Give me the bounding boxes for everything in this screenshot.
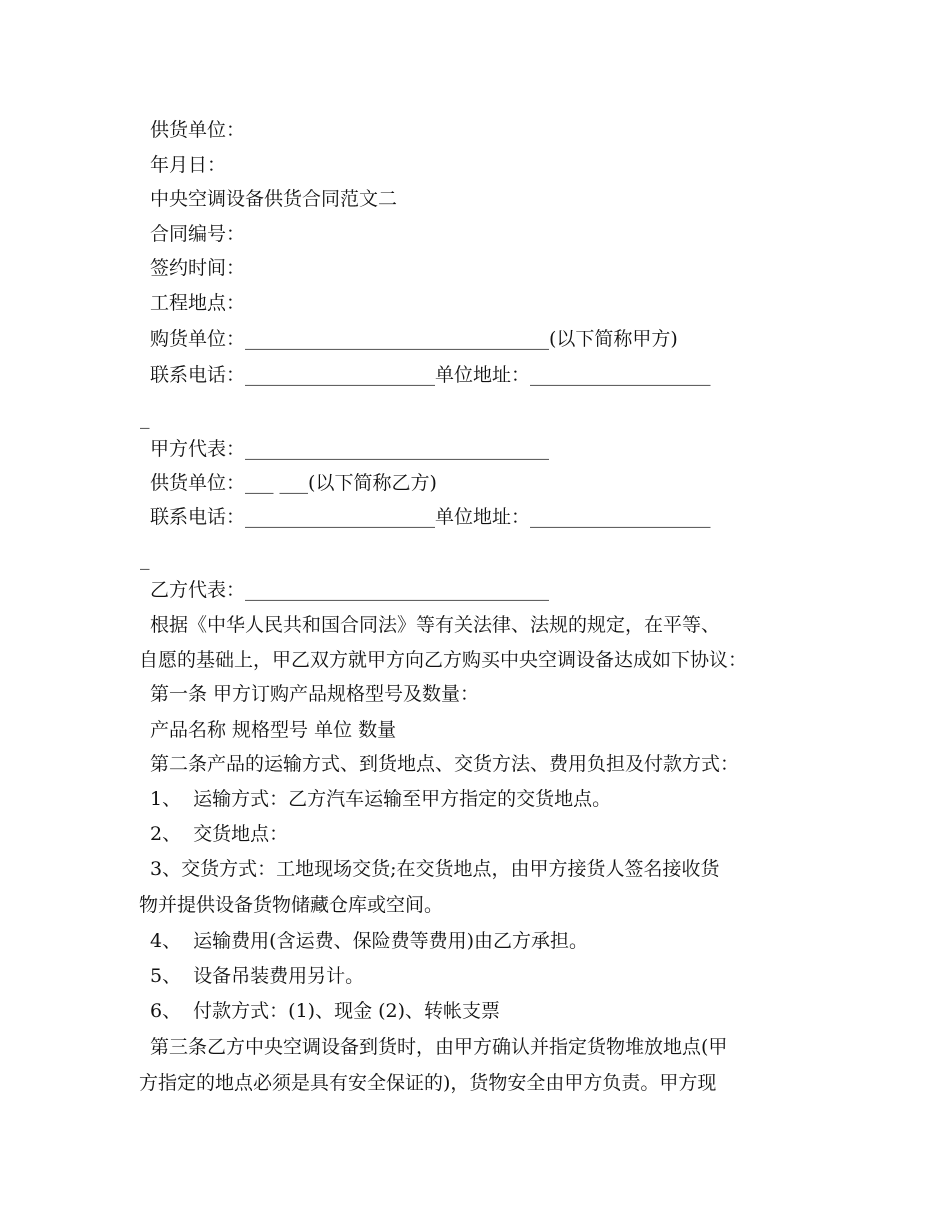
preamble-line-1: 根据《中华人民共和国合同法》等有关法律、法规的规定，在平等、 [150,614,721,636]
article-2-item-2: 2、 交货地点： [150,823,289,845]
party-b-contact-line: 联系电话：____________________单位地址：___________________ [150,506,711,528]
contract-number-label: 合同编号： [150,223,246,245]
party-a-contact-line: 联系电话：____________________单位地址：___________________ [150,364,711,386]
buyer-line: 购货单位：________________________________(以下简称甲方) [150,328,678,350]
article-1-heading: 第一条 甲方订购产品规格型号及数量： [150,683,480,705]
preamble-line-2: 自愿的基础上，甲乙双方就甲方向乙方购买中央空调设备达成如下协议： [139,649,748,671]
article-2-item-4: 4、 运输费用(含运费、保险费等费用)由乙方承担。 [150,930,588,952]
signing-time-label: 签约时间： [150,257,246,279]
article-2-item-3-cont: 物并提供设备货物储藏仓库或空间。 [139,894,444,916]
party-b-representative-line: 乙方代表：________________________________ [150,579,550,601]
article-3-line-1: 第三条乙方中央空调设备到货时，由甲方确认并指定货物堆放地点(甲 [150,1036,728,1058]
project-location-label: 工程地点： [150,292,246,314]
supplier-label: 供货单位： [150,119,246,141]
article-2-heading: 第二条产品的运输方式、到货地点、交货方法、费用负担及付款方式： [150,753,740,775]
article-2-item-1: 1、 运输方式：乙方汽车运输至甲方指定的交货地点。 [150,788,612,810]
article-2-item-6: 6、 付款方式：(1)、现金 (2)、转帐支票 [150,1000,501,1022]
party-b-contact-overflow: _ [140,548,150,570]
article-2-item-3: 3、交货方式：工地现场交货;在交货地点，由甲方接货人签名接收货 [150,858,720,880]
article-3-line-2: 方指定的地点必须是具有安全保证的)，货物安全由甲方负责。甲方现 [139,1072,717,1094]
party-a-contact-overflow: _ [140,407,150,429]
product-table-header: 产品名称 规格型号 单位 数量 [150,719,397,741]
contract-title: 中央空调设备供货合同范文二 [150,188,398,210]
article-2-item-5: 5、 设备吊装费用另计。 [150,965,365,987]
supplier-line: 供货单位：___ ___(以下简称乙方) [150,472,437,494]
party-a-representative-line: 甲方代表：________________________________ [150,438,550,460]
date-label: 年月日： [150,154,227,176]
